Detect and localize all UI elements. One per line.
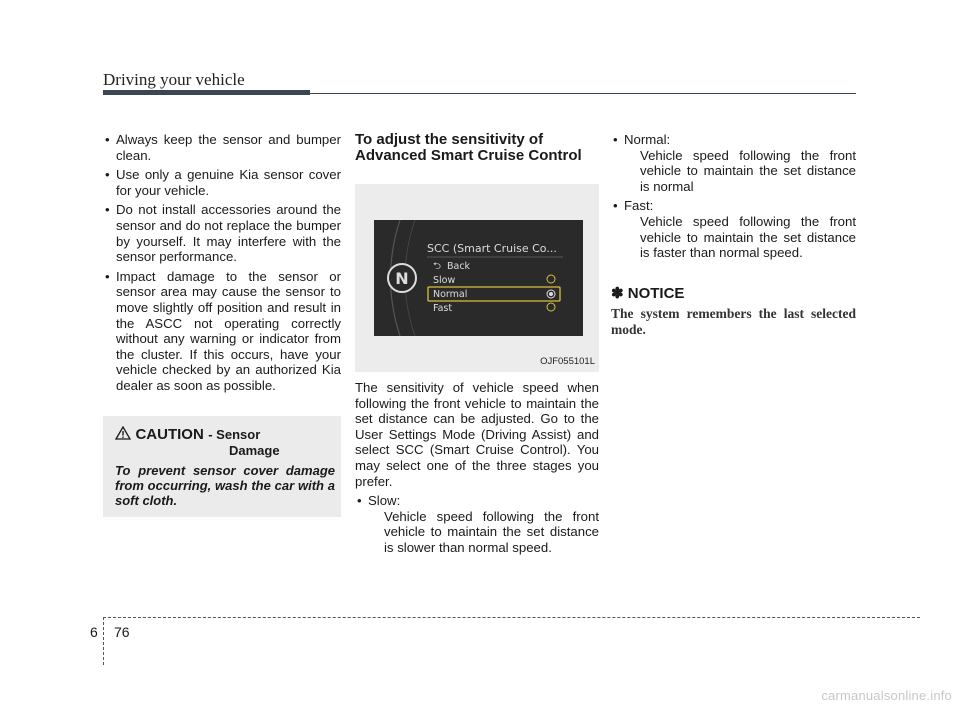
scc-settings-figure xyxy=(355,184,599,372)
list-item xyxy=(611,132,856,194)
item-label: • Normal: xyxy=(624,132,671,147)
caution-subtitle: - Sensor xyxy=(208,427,261,442)
item-label: • Slow: xyxy=(368,493,401,509)
caution-body: To prevent sensor cover damage from occurring, wash the car with a soft cloth. xyxy=(115,463,335,508)
cluster-screen-illustration xyxy=(355,184,599,372)
item-label: • Fast: xyxy=(624,198,654,214)
item-description: Vehicle speed following the front vehicle to maintain the set distance is normal xyxy=(640,147,856,194)
gear-letter: N xyxy=(395,269,409,288)
caution-header xyxy=(115,426,335,458)
menu-item-slow: Slow xyxy=(433,275,456,286)
caution-subtitle-line2: Damage xyxy=(229,443,280,458)
notice-body: The system remembers the last selected mode. xyxy=(611,305,856,337)
list-item xyxy=(355,493,599,555)
sensitivity-description: The sensitivity of vehicle speed when following the front vehicle to maintain the set distance can be adjusted. Go to the User Settings Mode (Driving Assist) and select SCC (Smart Cruise Control). You may select one of the three stages you prefer. xyxy=(355,380,599,489)
notice-title: ✽ NOTICE xyxy=(611,284,685,302)
caution-title: CAUTION xyxy=(135,426,204,443)
list-item: • Always keep the sensor and bumper clean. xyxy=(103,132,341,163)
section-heading: To adjust the sensitivity of Advanced Smart Cruise Control xyxy=(355,131,582,164)
list-item: • Use only a genuine Kia sensor cover for your vehicle. xyxy=(103,167,341,198)
footer-vertical-rule xyxy=(103,617,104,665)
warning-triangle-icon xyxy=(115,426,131,440)
stage-list xyxy=(611,132,856,261)
item-description: Vehicle speed following the front vehicle to maintain the set distance is slower than normal speed. xyxy=(384,508,599,555)
caution-box xyxy=(103,416,341,517)
page-header-title: Driving your vehicle xyxy=(103,70,245,89)
stage-list-slow xyxy=(355,493,599,555)
list-item: • Do not install accessories around the sensor and do not replace the bumper by yourself. It may interfere with the sensor performance. xyxy=(103,202,341,264)
header-rule-thin xyxy=(310,93,856,94)
menu-back-label: Back xyxy=(447,261,471,272)
left-column xyxy=(103,132,341,398)
footer-rule xyxy=(103,617,920,618)
right-column xyxy=(611,132,856,338)
back-arrow-icon: ⮌ xyxy=(433,261,442,272)
sensor-bullet-list xyxy=(103,132,341,394)
menu-item-fast: Fast xyxy=(433,303,453,314)
page-number: 76 xyxy=(114,624,130,640)
middle-column xyxy=(355,132,599,560)
screen-title: SCC (Smart Cruise Co... xyxy=(427,242,557,255)
watermark: carmanualsonline.info xyxy=(821,688,952,703)
menu-item-normal: Normal xyxy=(433,289,468,300)
chapter-number: 6 xyxy=(90,624,98,640)
header-rule-thick xyxy=(103,90,310,95)
figure-label: OJF055101L xyxy=(540,356,595,368)
list-item: • Impact damage to the sensor or sensor area may cause the sensor to move slightly off position and result in the ASCC not operating correctly without any warning or indicator from the cluster. If this occurs, have your vehicle checked by an authorized Kia dealer as soon as possible. xyxy=(103,269,341,394)
item-description: Vehicle speed following the front vehicle to maintain the set distance is faster than normal speed. xyxy=(640,213,856,261)
list-item xyxy=(611,198,856,260)
